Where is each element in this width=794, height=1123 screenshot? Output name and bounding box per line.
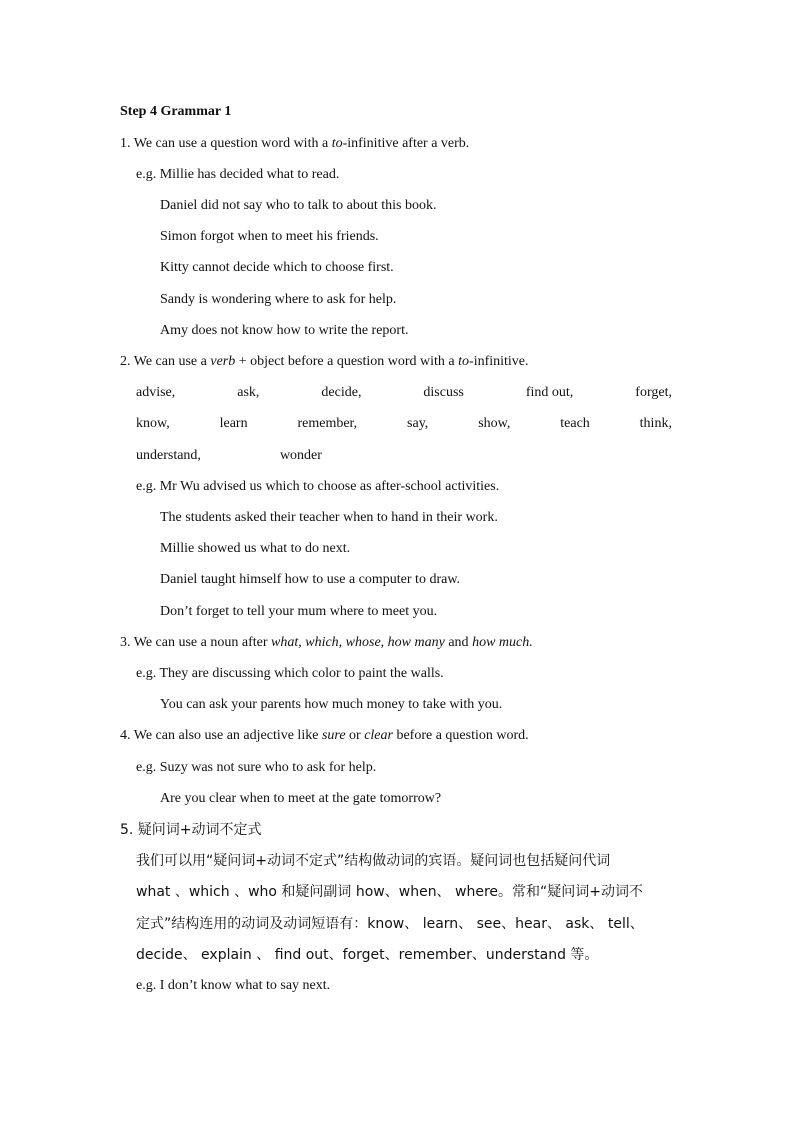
- rule-3: [120, 634, 533, 652]
- example-line: Millie showed us what to do next.: [160, 541, 351, 556]
- example-line: You can ask your parents how much money to take with you.: [160, 697, 503, 712]
- verb-item: remember,: [297, 416, 358, 431]
- rule-1-text-end: -infinitive after a verb.: [342, 136, 470, 151]
- verb-item: learn: [219, 416, 248, 431]
- example-line: The students asked their teacher when to hand in their work.: [160, 510, 498, 525]
- verb-list-row-1: [136, 384, 672, 402]
- verb-item: decide,: [321, 385, 362, 400]
- rule-5-heading: 5. 疑问词+动词不定式: [120, 822, 262, 838]
- verb-item: understand,: [136, 448, 201, 463]
- example-line: Don’t forget to tell your mum where to meet you.: [160, 604, 438, 619]
- example-line: Sandy is wondering where to ask for help.: [160, 292, 397, 307]
- rule-2-text: 2. We can use a: [120, 354, 211, 369]
- rule-5-paragraph-line: 定式”结构连用的动词及动词短语有：know、 learn、 see、hear、 ask、 tell、: [136, 916, 644, 932]
- rule-1-text: 1. We can use a question word with a: [120, 136, 332, 151]
- rule-3-text-mid: and: [444, 635, 473, 650]
- rule-4-italic-sure: sure: [321, 728, 346, 743]
- verb-item: know,: [136, 416, 170, 431]
- rule-4: [120, 727, 529, 745]
- rule-3-italic-words: what, which, whose, how many: [271, 635, 445, 650]
- rule-4-text-end: before a question word.: [392, 728, 529, 743]
- rule-4-text: 4. We can also use an adjective like: [120, 728, 322, 743]
- example-line: e.g. Millie has decided what to read.: [136, 167, 340, 182]
- rule-5-paragraph-line: 我们可以用“疑问词+动词不定式”结构做动词的宾语。疑问词也包括疑问代词: [136, 853, 611, 869]
- example-line: e.g. They are discussing which color to paint the walls.: [136, 666, 444, 681]
- example-line: e.g. Mr Wu advised us which to choose as after-school activities.: [136, 479, 500, 494]
- verb-item: advise,: [136, 385, 176, 400]
- rule-4-text-mid: or: [345, 728, 365, 743]
- example-line: e.g. I don’t know what to say next.: [136, 978, 331, 993]
- example-line: Amy does not know how to write the report.: [160, 323, 409, 338]
- example-line: Daniel taught himself how to use a computer to draw.: [160, 572, 461, 587]
- rule-1: [120, 135, 469, 153]
- rule-2-text-mid: + object before a question word with a: [235, 354, 459, 369]
- verb-item: discuss: [423, 385, 464, 400]
- verb-list-row-2: [136, 415, 672, 433]
- example-line: e.g. Suzy was not sure who to ask for help.: [136, 760, 377, 775]
- verb-list-row-3: [136, 447, 322, 465]
- verb-item: think,: [639, 416, 672, 431]
- example-line: Simon forgot when to meet his friends.: [160, 229, 379, 244]
- verb-item: ask,: [237, 385, 260, 400]
- verb-item: find out,: [525, 385, 574, 400]
- rule-1-italic: to: [331, 136, 343, 151]
- verb-item: show,: [478, 416, 511, 431]
- verb-item: teach: [560, 416, 590, 431]
- example-line: Kitty cannot decide which to choose first.: [160, 260, 394, 275]
- example-line: Are you clear when to meet at the gate tomorrow?: [160, 791, 442, 806]
- rule-2-text-end: -infinitive.: [469, 354, 529, 369]
- rule-4-italic-clear: clear: [364, 728, 393, 743]
- verb-item: forget,: [635, 385, 672, 400]
- example-line: Daniel did not say who to talk to about this book.: [160, 198, 437, 213]
- rule-3-text: 3. We can use a noun after: [120, 635, 271, 650]
- verb-item: wonder: [279, 448, 322, 463]
- section-title: Step 4 Grammar 1: [120, 104, 232, 119]
- rule-5-paragraph-line: decide、 explain 、 find out、forget、remember、understand 等。: [136, 947, 599, 963]
- rule-3-italic-how-much: how much.: [472, 635, 533, 650]
- verb-item: say,: [407, 416, 429, 431]
- rule-5-paragraph-line: what 、which 、who 和疑问副词 how、when、 where。常和“疑问词+动词不: [136, 884, 643, 900]
- rule-2: [120, 353, 529, 371]
- rule-2-italic-verb: verb: [210, 354, 236, 369]
- rule-2-italic-to: to: [458, 354, 470, 369]
